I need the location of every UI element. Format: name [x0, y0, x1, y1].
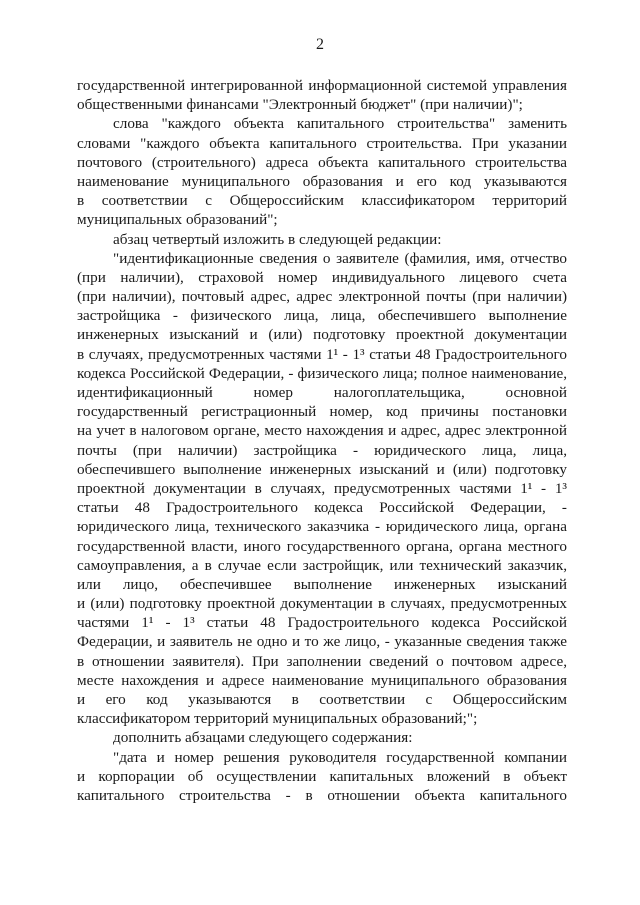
text-line: почты (при наличии) застройщика - юридического лица, лица,	[77, 441, 567, 459]
text-line: почтового (строительного) адреса объекта капитального строительства	[77, 153, 567, 171]
document-body	[77, 76, 567, 805]
text-line: на учет в налоговом органе, место нахождения и адрес, адрес электронной	[77, 422, 567, 440]
text-line: государственный регистрационный номер, код причины постановки	[77, 403, 567, 421]
text-line: "дата и номер решения руководителя государственной компании	[113, 748, 567, 766]
text-line: проектной документации в случаях, предусмотренных частями 1¹ - 1³	[77, 479, 567, 497]
text-line: Федерации, и заявитель не одно и то же лицо, - указанные сведения также	[77, 633, 567, 651]
text-line: абзац четвертый изложить в следующей редакции:	[113, 230, 442, 248]
text-line: самоуправления, а в случае если застройщик, или технический заказчик,	[77, 556, 567, 574]
text-line: государственной интегрированной информационной системой управления	[77, 77, 567, 94]
text-line: юридического лица, технического заказчика - юридического лица, органа	[77, 518, 567, 536]
text-line: (при наличии), страховой номер индивидуального лицевого счета	[77, 268, 567, 286]
text-line: и (или) подготовку проектной документации в случаях, предусмотренных	[77, 595, 567, 613]
text-line: муниципальных образований";	[77, 211, 278, 229]
text-line: и его код указываются в соответствии с Общероссийским	[77, 691, 567, 708]
text-line: государственной власти, иного государственного органа, органа местного	[77, 537, 567, 555]
text-line: статьи 48 Градостроительного кодекса Российской Федерации, -	[77, 499, 567, 517]
text-line: месте нахождения и адресе наименование муниципального образования	[77, 671, 567, 689]
text-line: застройщика - физического лица, лица, обеспечившего выполнение	[77, 307, 567, 325]
text-line: кодекса Российской Федерации, - физического лица; полное наименование,	[77, 364, 567, 382]
text-line: общественными финансами "Электронный бюджет" (при наличии)";	[77, 96, 523, 114]
text-line: обеспечившего выполнение инженерных изысканий и (или) подготовку	[77, 460, 567, 478]
text-line: в случаях, предусмотренных частями 1¹ - 1³ статьи 48 Градостроительного	[77, 345, 567, 363]
text-line: "идентификационные сведения о заявителе (фамилия, имя, отчество	[113, 249, 567, 267]
text-line: инженерных изысканий и (или) подготовку проектной документации	[77, 326, 567, 344]
text-line: дополнить абзацами следующего содержания:	[113, 729, 413, 747]
page-number: 2	[316, 36, 324, 53]
text-line: словами "каждого объекта капитального строительства. При указании	[77, 134, 567, 152]
text-line: наименование муниципального образования и его код указываются	[77, 172, 567, 190]
text-line: капитального строительства - в отношении объекта капитального	[77, 786, 567, 804]
text-line: в соответствии с Общероссийским классификатором территорий	[77, 192, 567, 210]
text-line: и корпорации об осуществлении капитальных вложений в объект	[77, 767, 567, 785]
text-line: в отношении заявителя). При заполнении сведений о почтовом адресе,	[77, 652, 567, 670]
text-line: слова "каждого объекта капитального строительства" заменить	[113, 115, 567, 133]
text-line: частями 1¹ - 1³ статьи 48 Градостроительного кодекса Российской	[77, 614, 567, 632]
text-line: идентификационный номер налогоплательщика, основной	[77, 384, 567, 401]
text-line: или лицо, обеспечившее выполнение инженерных изысканий	[77, 575, 567, 593]
text-line: (при наличии), почтовый адрес, адрес электронной почты (при наличии)	[77, 288, 567, 306]
text-line: классификатором территорий муниципальных образований;";	[77, 710, 478, 728]
